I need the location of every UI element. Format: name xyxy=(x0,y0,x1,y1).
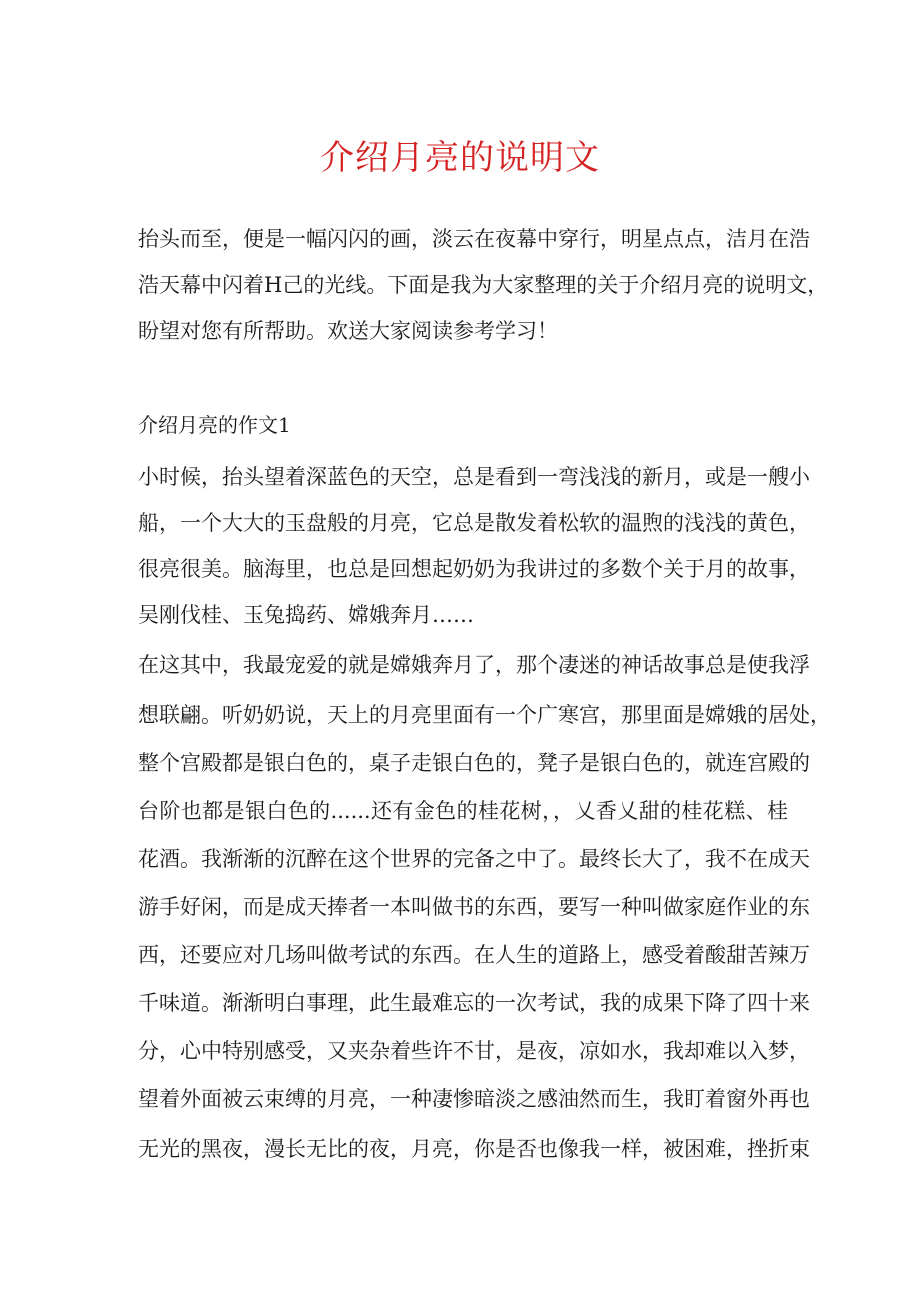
paragraph-line: 分，心中特别感受，又夹杂着些许不甘，是夜，凉如水，我却难以入梦， xyxy=(138,1039,810,1063)
paragraph-line: 小时候，抬头望着深蓝色的天空，总是看到一弯浅浅的新月，或是一艘小 xyxy=(138,465,810,489)
paragraph-line: 望着外面被云束缚的月亮，一种凄惨暗淡之感油然而生，我盯着窗外再也 xyxy=(138,1087,810,1111)
paragraph-line: 游手好闲，而是成天捧者一本叫做书的东西，要写一种叫做家庭作业的东 xyxy=(138,895,810,919)
paragraph-line: 在这其中，我最宠爱的就是嫦娥奔月了，那个凄迷的神话故事总是使我浮 xyxy=(138,653,810,677)
paragraph-line: 想联翩。听奶奶说，天上的月亮里面有一个广寒宫，那里面是嫦娥的居处， xyxy=(138,703,831,727)
intro-line: 浩天幕中闪着H己的光线。下面是我为大家整理的关于介绍月亮的说明文， xyxy=(138,273,829,297)
paragraph-line: 千味道。渐渐明白事理，此生最难忘的一次考试，我的成果下降了四十来 xyxy=(138,991,810,1015)
paragraph-line: 很亮很美。脑海里，也总是回想起奶奶为我讲过的多数个关于月的故事， xyxy=(138,557,810,581)
section-heading: 介绍月亮的作文1 xyxy=(138,413,291,437)
paragraph-line: 花酒。我渐渐的沉醉在这个世界的完备之中了。最终长大了，我不在成天 xyxy=(138,847,810,871)
intro-line: 盼望对您有所帮助。欢送大家阅读参考学习！ xyxy=(138,319,558,343)
paragraph-line: 整个宫殿都是银白色的，桌子走银白色的，凳子是银白色的，就连宫殿的 xyxy=(138,751,810,775)
paragraph-line: 西，还要应对几场叫做考试的东西。在人生的道路上，感受着酸甜苦辣万 xyxy=(138,943,810,967)
paragraph-line: 台阶也都是银白色的......还有金色的桂花树，，乂香乂甜的桂花糕、桂 xyxy=(138,799,788,823)
paragraph-line: 无光的黑夜，漫长无比的夜，月亮，你是否也像我一样，被困难，挫折束 xyxy=(138,1137,810,1161)
document-title: 介绍月亮的说明文 xyxy=(320,138,600,178)
paragraph-line: 船，一个大大的玉盘般的月亮，它总是散发着松软的温煦的浅浅的黄色， xyxy=(138,511,810,535)
paragraph-line: 吴刚伐桂、玉兔捣药、嫦娥奔月…… xyxy=(138,603,474,627)
intro-line: 抬头而至，便是一幅闪闪的画，淡云在夜幕中穿行，明星点点，洁月在浩 xyxy=(138,227,810,251)
